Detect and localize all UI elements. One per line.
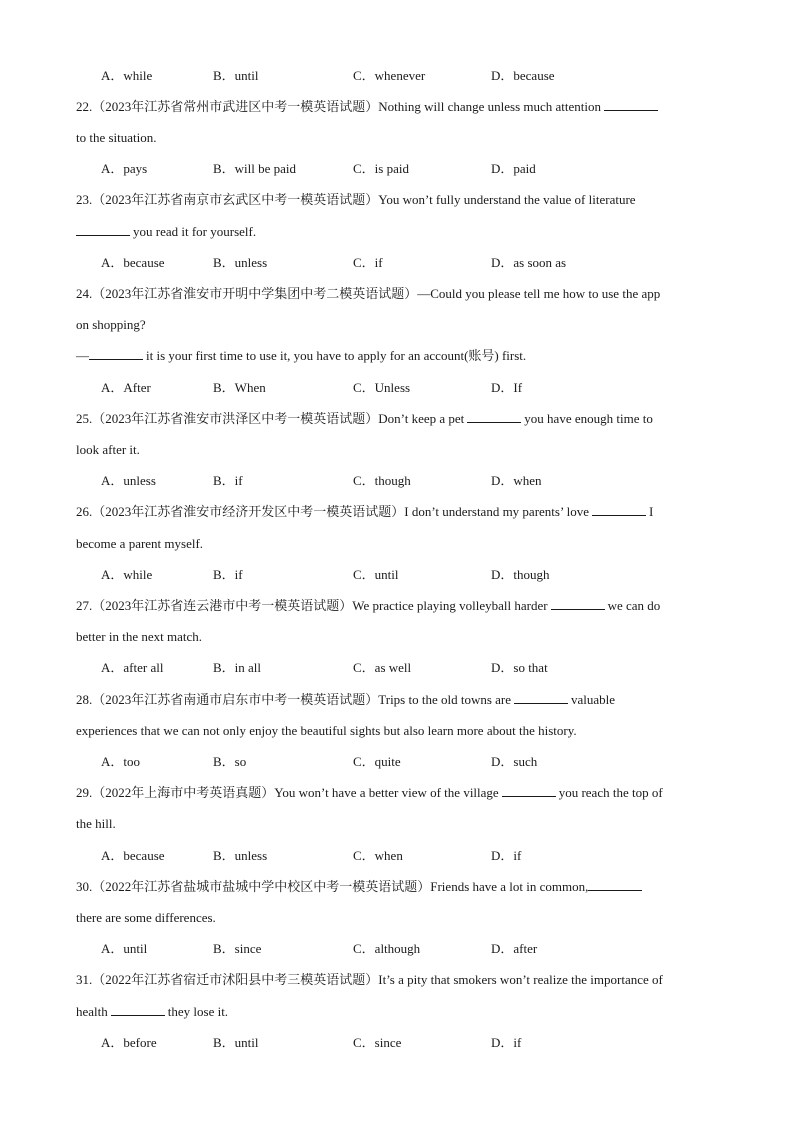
q23-option-d[interactable]: D．as soon as [491, 255, 567, 270]
q28-option-d[interactable]: D．such [491, 754, 538, 769]
answer-blank [592, 503, 646, 516]
q27-option-a[interactable]: A．after all [101, 660, 164, 675]
q22-stem-line-1 [76, 98, 726, 116]
q31-options [0, 1034, 794, 1052]
q31-stem-text-a: health [76, 1004, 108, 1019]
q31-option-a[interactable]: A．before [101, 1035, 157, 1050]
q22-options [0, 160, 794, 178]
q31-stem-line-2 [76, 1003, 726, 1021]
q30-options [0, 940, 794, 958]
q26-options [0, 566, 794, 584]
q23-stem-line-2 [76, 223, 726, 241]
answer-blank [76, 223, 130, 236]
q29-stem-text-a: 29.（2022年上海市中考英语真题）You won’t have a better view of the village [76, 785, 499, 800]
q28-stem-line-2: experiences that we can not only enjoy the beautiful sights but also learn more about the history. [76, 723, 577, 738]
q29-option-c[interactable]: C．when [353, 848, 403, 863]
q24-stem-text: it is your first time to use it, you have to apply for an account(账号) first. [146, 348, 527, 363]
q25-options [0, 472, 794, 490]
q27-stem-line-1 [76, 597, 726, 615]
answer-blank [89, 347, 143, 360]
q23-stem-text: you read it for yourself. [133, 224, 257, 239]
q21-option-c[interactable]: C．whenever [353, 68, 426, 83]
q23-options [0, 254, 794, 272]
q23-stem-line-1: 23.（2023年江苏省南京市玄武区中考一模英语试题）You won’t fully understand the value of literature [76, 192, 636, 207]
q22-option-d[interactable]: D．paid [491, 161, 536, 176]
q30-stem-text-a: 30.（2022年江苏省盐城市盐城中学中校区中考一模英语试题）Friends have a lot in common, [76, 879, 589, 894]
q27-options [0, 659, 794, 677]
q29-stem-text-b: you reach the top of [558, 785, 663, 800]
q27-stem-text-b: we can do [607, 598, 661, 613]
q29-options [0, 847, 794, 865]
q28-stem-text-a: 28.（2023年江苏省南通市启东市中考一模英语试题）Trips to the old towns are [76, 692, 512, 707]
answer-blank [551, 597, 605, 610]
q29-option-a[interactable]: A．because [101, 848, 165, 863]
q31-option-c[interactable]: C．since [353, 1035, 402, 1050]
q30-stem-line-2: there are some differences. [76, 910, 216, 925]
q26-option-d[interactable]: D．though [491, 567, 550, 582]
answer-blank [514, 691, 568, 704]
q25-stem-line-1 [76, 410, 726, 428]
q22-option-c[interactable]: C．is paid [353, 161, 409, 176]
q24-option-d[interactable]: D．If [491, 380, 523, 395]
q26-stem-line-2: become a parent myself. [76, 536, 204, 551]
q26-option-a[interactable]: A．while [101, 567, 153, 582]
q24-stem-line-1: 24.（2023年江苏省淮安市开明中学集团中考二模英语试题）—Could you please tell me how to use the app [76, 286, 661, 301]
q28-stem-line-1 [76, 691, 726, 709]
q24-option-c[interactable]: C．Unless [353, 380, 411, 395]
q24-option-a[interactable]: A．After [101, 380, 151, 395]
q21-option-d[interactable]: D．because [491, 68, 555, 83]
q28-stem-text-b: valuable [571, 692, 616, 707]
q21-options [0, 67, 794, 85]
q27-option-b[interactable]: B．in all [213, 660, 262, 675]
q29-stem-line-2: the hill. [76, 816, 116, 831]
q25-stem-text-b: you have enough time to [524, 411, 653, 426]
q26-option-c[interactable]: C．until [353, 567, 399, 582]
q28-option-b[interactable]: B．so [213, 754, 247, 769]
q24-option-b[interactable]: B．When [213, 380, 266, 395]
q26-stem-text-a: 26.（2023年江苏省淮安市经济开发区中考一模英语试题）I don’t understand my parents’ love [76, 504, 589, 519]
q26-stem-line-1 [76, 503, 726, 521]
q25-option-a[interactable]: A．unless [101, 473, 156, 488]
answer-blank [111, 1003, 165, 1016]
q27-option-c[interactable]: C．as well [353, 660, 412, 675]
q21-option-a[interactable]: A．while [101, 68, 153, 83]
q26-option-b[interactable]: B．if [213, 567, 243, 582]
q23-option-b[interactable]: B．unless [213, 255, 268, 270]
q25-stem-line-2: look after it. [76, 442, 140, 457]
q22-stem-text: 22.（2023年江苏省常州市武进区中考一模英语试题）Nothing will change unless much attention [76, 99, 602, 114]
q24-stem-line-2: on shopping? [76, 317, 146, 332]
q28-option-c[interactable]: C．quite [353, 754, 401, 769]
q31-option-d[interactable]: D．if [491, 1035, 522, 1050]
q31-option-b[interactable]: B．until [213, 1035, 259, 1050]
q25-option-c[interactable]: C．though [353, 473, 411, 488]
q21-option-b[interactable]: B．until [213, 68, 259, 83]
q25-option-b[interactable]: B．if [213, 473, 243, 488]
answer-blank [604, 98, 658, 111]
q30-option-a[interactable]: A．until [101, 941, 148, 956]
q31-stem-text-b: they lose it. [167, 1004, 229, 1019]
q30-option-b[interactable]: B．since [213, 941, 262, 956]
q22-stem-line-2: to the situation. [76, 130, 157, 145]
q22-option-a[interactable]: A．pays [101, 161, 148, 176]
q24-stem-line-3 [76, 347, 726, 365]
q27-option-d[interactable]: D．so that [491, 660, 548, 675]
q29-option-b[interactable]: B．unless [213, 848, 268, 863]
q24-dash: — [76, 348, 89, 363]
q22-option-b[interactable]: B．will be paid [213, 161, 297, 176]
q30-option-c[interactable]: C．although [353, 941, 421, 956]
q27-stem-line-2: better in the next match. [76, 629, 202, 644]
q29-option-d[interactable]: D．if [491, 848, 522, 863]
q30-stem-line-1 [76, 878, 726, 896]
q30-option-d[interactable]: D．after [491, 941, 538, 956]
answer-blank [588, 878, 642, 891]
q27-stem-text-a: 27.（2023年江苏省连云港市中考一模英语试题）We practice playing volleyball harder [76, 598, 548, 613]
answer-blank [502, 784, 556, 797]
q25-stem-text-a: 25.（2023年江苏省淮安市洪泽区中考一模英语试题）Don’t keep a pet [76, 411, 465, 426]
answer-blank [467, 410, 521, 423]
q29-stem-line-1 [76, 784, 726, 802]
q25-option-d[interactable]: D．when [491, 473, 542, 488]
q26-stem-text-b: I [648, 504, 654, 519]
q24-options [0, 379, 794, 397]
q28-option-a[interactable]: A．too [101, 754, 141, 769]
q28-options [0, 753, 794, 771]
q23-option-c[interactable]: C．if [353, 255, 383, 270]
q31-stem-line-1: 31.（2022年江苏省宿迁市沭阳县中考三模英语试题）It’s a pity that smokers won’t realize the importance of [76, 972, 663, 987]
q23-option-a[interactable]: A．because [101, 255, 165, 270]
